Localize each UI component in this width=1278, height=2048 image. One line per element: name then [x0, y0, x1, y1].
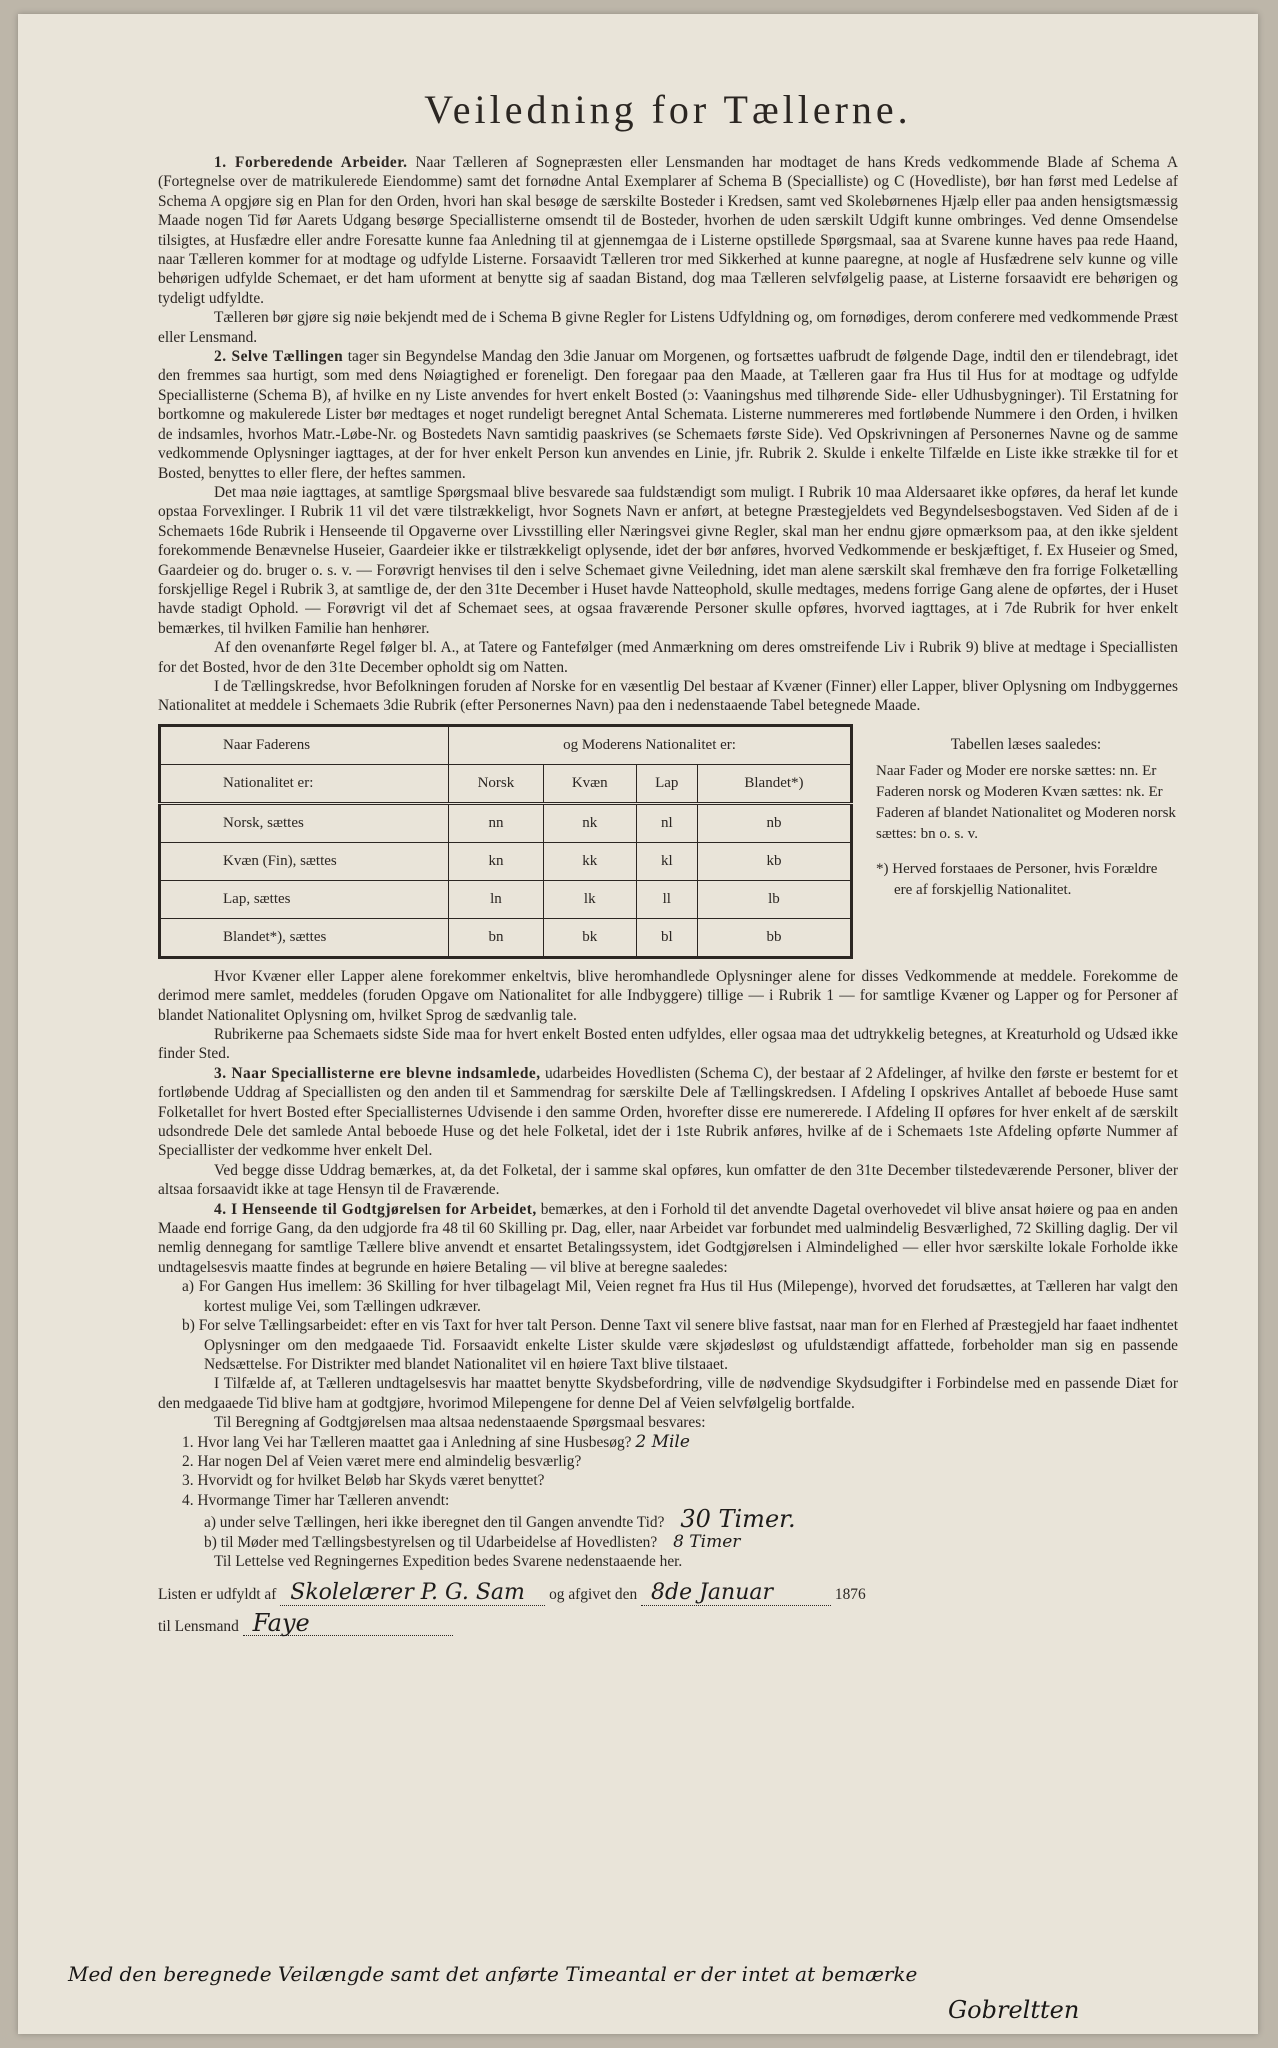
after-table-paragraph-1: Hvor Kvæner eller Lapper alene forekommer enkeltvis, blive heromhandlede Oplysninger alene for disses Vedkommende at meddele. Forekomme de derimod mere samlet, meddeles (foruden Opgave om Nationalitet for alle Indbyggere) tillige — i Rubrik 1 — for samtlige Kvæner og Lapper og for Personer af blandet Nationalitet Oplysning om, hvilket Sprog de sædvanlig tale. [158, 967, 1178, 1024]
table-cell: nn [449, 803, 544, 842]
table-cell: kk [543, 842, 636, 880]
table-cell: ln [449, 880, 544, 918]
section-2-text: tager sin Begyndelse Mandag den 3die Januar om Morgenen, og fortsættes uafbrudt de følgende Dage, indtil den er tilendebragt, idet den fremmes saa hurtigt, som med dens Nøiagtighed er foreneligt. Den foregaar paa den Maade, at Tælleren gaar fra Hus til Hus for at modtage og udfylde Speciallisterne (Schema B), af hvilke en ny Liste anvendes for hvert enkelt Bosted (ɔ: Vaaningshus med tilhørende Side- eller Udhusbygninger). Til Erstatning for bortkomne og makulerede Lister bør medtages et noget rundeligt beregnet Antal Schemata. Listerne nummereres med fortløbende Nummere i den Orden, i hvilken de indsamles, hvorhos Matr.-Løbe-Nr. og Bostedets Navn samtidig paaskrives (se Schemaets første Side). Ved Opskrivningen af Personernes Navne og de samme vedkommende Oplysninger iagttages, at der for hver enkelt Person kun anvendes en Linie, jfr. Rubrik 2. Skulde i enkelte Tilfælde en Liste ikke strække til for et Bosted, benyttes to eller flere, der heftes sammen. [158, 348, 1178, 482]
section-2-paragraph-1 [158, 347, 1178, 483]
lensmand-line [158, 1611, 1178, 1639]
section-1-text: Naar Tælleren af Sognepræsten eller Lensmanden har modtaget de hans Kreds vedkommende Blade af Schema A (Fortegnelse over de matrikulerede Eiendomme) samt det fornødne Antal Exemplarer af Schema B (Specialliste) og C (Hovedliste), bør han først med Ledelse af Schema A opgjøre sig en Plan for den Orden, hvori han skal besøge de særskilte Bosteder i Kredsen, samt ved Skolebørnenes Hjælp eller paa anden hensigtsmæssig Maade nogen Tid før Aarets Udgang besørge Speciallisterne omsendt til de Bosteder, hvorhen de uden særskilt Udgift kunne ombringes. Ved denne Omsendelse tilsigtes, at Husfædre eller andre Foresatte kunne faa Anledning til at gjennemgaa de i Listerne opstillede Spørgsmaal, saa at Svarene kunne haves paa rede Haand, naar Tælleren kommer for at modtage og udfylde Listerne. Forsaavidt Tælleren tror med Sikkerhed at kunne paaregne, at nogle af Husfædrene selv kunne og ville behørigen udfylde Schemaet, er det ham uforment at benytte sig af saadan Bistand, dog maa Tælleren selvfølgelig paase, at Listerne forsaavidt ere behørigen og tydeligt udfyldte. [158, 154, 1178, 307]
row-label: Lap, sættes [160, 880, 449, 918]
table-row [160, 803, 852, 842]
column-header: Norsk [449, 764, 544, 803]
section-4-text: bemærkes, at den i Forhold til det anvendte Dagetal overhovedet vil blive ansat høiere og paa en anden Maade end forrige Gang, da den udgjorde fra 48 til 60 Skilling pr. Dag, eller, naar Arbeidet var forbundet med ualmindelig Besværlighed, 72 Skilling daglig. Der vil nemlig dennegang for samtlige Tællere blive anvendt et ensartet Betalingssystem, idet Godtgjørelsen i Almindelighed — eller hvor særskilte lokale Forholde ikke undtagelsesvis maatte findes at begrunde en høiere Betaling — vil blive at beregne saaledes: [158, 1200, 1178, 1276]
section-3-paragraph-2: Ved begge disse Uddrag bemærkes, at, da det Folketal, der i samme skal opføres, kun omfatter de den 31te December tilstedeværende Personer, bliver der altsaa forsaavidt ikke at tage Hensyn til de Fraværende. [158, 1161, 1178, 1199]
father-header-1: Naar Faderens [160, 725, 449, 764]
table-footnote: *) Herved forstaaes de Personer, hvis Forældre ere af forskjellig Nationalitet. [876, 860, 1158, 898]
question-4a-text: a) under selve Tællingen, heri ikke iberegnet den til Gangen anvendte Tid? [204, 1514, 665, 1532]
section-2-paragraph-4: I de Tællingskredse, hvor Befolkningen foruden af Norske for en væsentlig Del bestaar af Kvæner (Finner) eller Lapper, bliver Oplysning om Indbyggernes Nationalitet at meddele i Schemaets 3die Rubrik (efter Personernes Navn) paa den i nedenstaaende Tabel betegnede Maade. [158, 677, 1178, 715]
question-4: 4. Hvormange Timer har Tælleren anvendt: [182, 1491, 450, 1509]
question-2: 2. Har nogen Del af Veien været mere end almindelig besværlig? [182, 1452, 582, 1470]
section-1-paragraph-2: Tælleren bør gjøre sig nøie bekjendt med de i Schema B givne Regler for Listens Udfyldning og, om fornødiges, derom conferere med vedkommende Præst eller Lensmand. [158, 309, 1178, 346]
question-4b-answer: 8 Timer [673, 1531, 741, 1552]
row-label: Kvæn (Fin), sættes [160, 842, 449, 880]
column-header: Kvæn [543, 764, 636, 803]
page-title: Veiledning for Tællerne. [424, 87, 912, 132]
row-label: Norsk, sættes [160, 803, 449, 842]
table-row [160, 880, 852, 918]
question-4a-answer: 30 Timer. [680, 1505, 796, 1534]
section-4-paragraph-1 [158, 1200, 1178, 1278]
section-3-text: udarbeides Hovedlisten (Schema C), der bestaar af 2 Afdelinger, af hvilke den første er bestemt for et fortløbende Uddrag af Speciallisten og den anden til et Sammendrag for særskilte Dele af Tællingskredsen. I Afdeling I opskrives Antallet af beboede Huse samt Folketallet for hvert Bosted efter Speciallisternes Udvisende i den samme Orden, hvorefter disse ere numererede. I Afdeling II opføres for hver enkelt af de særskilt udsondrede Dele det samlede Antal beboede Huse og det hele Folketal, idet der i 1ste Rubrik anføres, hvilke af de i Schemaets 1ste Afdeling opførte Nummer af Speciallister der vedkomme hver enkelt Del. [158, 1064, 1178, 1160]
table-explanation-text: Naar Fader og Moder ere norske sættes: nn. Er Faderen norsk og Moderen Kvæn sættes: nk. Er Faderen af blandet Nationalitet og Moderen norsk sættes: bn o. s. v. [876, 762, 1176, 842]
column-header: Lap [636, 764, 697, 803]
section-4-heading: 4. I Henseende til Godtgjørelsen for Arbeidet, [214, 1200, 537, 1218]
section-4-item-a: a) For Gangen Hus imellem: 36 Skilling for hver tilbagelagt Mil, Veien regnet fra Hus til Hus (Milepenge), hvorved det forudsættes, at Tælleren har valgt den kortest mulige Vei, som Tællingen udkræver. [182, 1278, 1178, 1315]
question-1-answer: 2 Mile [635, 1431, 690, 1452]
table-cell: bl [636, 918, 697, 957]
question-4a [158, 1505, 1178, 1534]
table-cell: lb [697, 880, 851, 918]
mother-header: og Moderens Nationalitet er: [449, 725, 852, 764]
filled-by-label: Listen er udfyldt af [158, 1586, 277, 1604]
nationality-table-block [158, 724, 1178, 959]
section-2-paragraph-2: Det maa nøie iagttages, at samtlige Spørgsmaal blive besvarede saa fuldstændigt som muligt. I Rubrik 10 maa Aldersaaret ikke opføres, da heraf let kunde opstaa Forvexlinger. I Rubrik 11 vil det være tilstrækkeligt, hvor Sognets Navn er anført, at betegne Præstegjeldets ved Begyndelsesbogstaven. Ved Siden af de i Schemaets 16de Rubrik i Henseende til Opgaverne over Livsstilling eller Næringsvei givne Regler, skal man her endnu gjøre opmærksom paa, at den ikke sjeldent forekommende Benævnelse Huseier, Gaardeier ikke er tilstrækkeligt oplysende, idet der bør anføres, hvorved Vedkommende er beskjæftiget, f. Ex Huseier og Smed, Gaardeier og do. bruger o. s. v. — Forøvrigt henvises til den i selve Schemaet givne Veiledning, idet man alene særskilt skal fremhæve den fra forrige Folketælling forskjellige Regel i Rubrik 3, at samtlige de, der den 31te December i Huset havde Natteophold, skulle medtages, medens forrige Gang alene de opførtes, der i Huset havde stadigt Ophold. — Forøvrigt vil det af Schemaet sees, at ogsaa fraværende Personer skulle opføres, hvorved iagttages, at i 7de Rubrik for hver enkelt bemærkes, til hvilken Familie han henhører. [158, 483, 1178, 637]
table-cell: nb [697, 803, 851, 842]
question-4b-text: b) til Møder med Tællingsbestyrelsen og til Udarbeidelse af Hovedlisten? [204, 1533, 658, 1551]
table-explanation [876, 734, 1176, 901]
table-cell: bk [543, 918, 636, 957]
lensmand-value: Faye [243, 1611, 453, 1636]
table-cell: kl [636, 842, 697, 880]
section-3-paragraph-1 [158, 1064, 1178, 1161]
submitted-date-value: 8de Januar [641, 1581, 831, 1606]
section-2-heading: 2. Selve Tællingen [214, 348, 344, 366]
question-4b [158, 1533, 1178, 1552]
section-4-paragraph-4: Til Lettelse ved Regningernes Expedition bedes Svarene nedenstaaende her. [214, 1552, 683, 1570]
section-1-paragraph-1 [158, 153, 1178, 308]
table-row [160, 842, 852, 880]
document-page [18, 14, 1258, 2034]
filled-by-value: Skolelærer P. G. Sam [280, 1581, 545, 1606]
section-4-paragraph-2: I Tilfælde af, at Tælleren undtagelsesvis har maattet benytte Skydsbefordring, ville de nødvendige Skydsudgifter i Forbindelse med en passende Diæt for den medgaaede Tid blive ham at godtgjøre, hvorimod Milepengene for denne Del af Veien selvfølgelig bortfalde. [158, 1375, 1178, 1412]
table-cell: lk [543, 880, 636, 918]
question-3: 3. Hvorvidt og for hvilket Beløb har Skyds været benyttet? [182, 1472, 545, 1490]
table-cell: kn [449, 842, 544, 880]
handwritten-signature: Gobreltten [948, 1996, 1080, 2024]
table-explanation-title: Tabellen læses saaledes: [950, 735, 1102, 753]
question-1-text: 1. Hvor lang Vei har Tælleren maattet gaa i Anledning af sine Husbesøg? [182, 1433, 632, 1451]
column-header: Blandet*) [697, 764, 851, 803]
table-cell: bn [449, 918, 544, 957]
lensmand-label: til Lensmand [158, 1618, 239, 1636]
nationality-table [158, 724, 853, 959]
section-3-heading: 3. Naar Speciallisterne ere blevne indsamlede, [214, 1064, 541, 1082]
after-table-paragraph-2: Rubrikerne paa Schemaets sidste Side maa for hvert enkelt Bosted enten udfyldes, eller ogsaa maa det udtrykkelig betegnes, at Kreaturhold og Udsæd ikke finder Sted. [158, 1026, 1178, 1063]
document-body [158, 86, 1178, 1639]
table-cell: nl [636, 803, 697, 842]
filled-by-line [158, 1581, 1178, 1607]
table-cell: ll [636, 880, 697, 918]
table-row [160, 918, 852, 957]
question-1 [158, 1433, 1178, 1452]
table-cell: nk [543, 803, 636, 842]
section-4-paragraph-3: Til Beregning af Godtgjørelsen maa altsaa nedenstaaende Spørgsmaal besvares: [214, 1414, 706, 1432]
section-4-item-b: b) For selve Tællingsarbeidet: efter en vis Taxt for hver talt Person. Denne Taxt vil senere blive fastsat, naar man for en Flerhed af Præstegjeld har faaet indhentet Oplysninger om den medgaaede Tid. Forsaavidt enkelte Lister skulde være skjødesløst og ufuldstændigt affattede, forbeholder man sig en passende Nedsættelse. For Distrikter med blandet Nationalitet vil en høiere Taxt blive tilstaaet. [182, 1317, 1178, 1373]
table-cell: kb [697, 842, 851, 880]
handwritten-remark: Med den beregnede Veilængde samt det anførte Timeantal er der intet at bemærke [68, 1962, 918, 1986]
row-label: Blandet*), sættes [160, 918, 449, 957]
year: 1876 [834, 1586, 866, 1604]
table-cell: bb [697, 918, 851, 957]
submitted-label: og afgivet den [549, 1586, 638, 1604]
section-2-paragraph-3: Af den ovenanførte Regel følger bl. A., at Tatere og Fantefølger (med Anmærkning om deres omstreifende Liv i Rubrik 9) blive at medtage i Speciallisten for det Bosted, hvor de den 31te December opholdt sig om Natten. [158, 639, 1178, 676]
father-header-2: Nationalitet er: [160, 764, 449, 803]
section-1-heading: 1. Forberedende Arbeider. [214, 154, 408, 171]
